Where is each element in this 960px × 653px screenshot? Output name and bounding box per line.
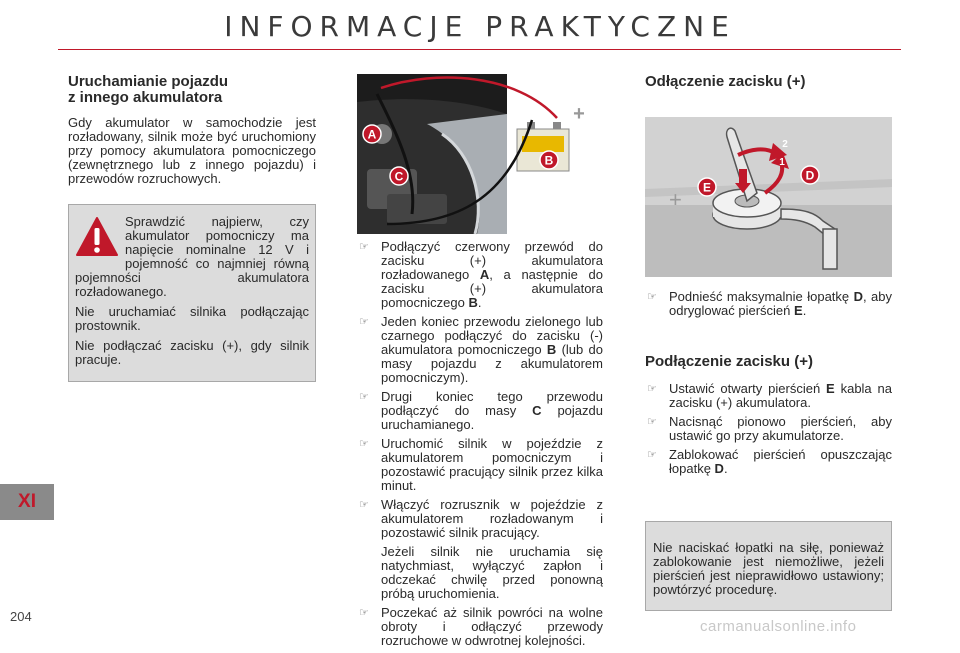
label-a-marker (363, 125, 381, 143)
label-b: B (544, 153, 554, 168)
list-item: ☞ Jeden koniec przewodu zielonego lub czarnego podłączyć do zacisku (-) akumulatora pomocniczego B (lub do masy pojazdu z akumulatorem pomocniczym). (359, 314, 603, 385)
header-divider (58, 49, 901, 50)
pointer-icon: ☞ (359, 391, 369, 403)
label-d-marker (801, 166, 819, 184)
pointer-icon: ☞ (359, 241, 369, 253)
step-number-2: 2 (782, 139, 788, 150)
warning-text-3: Nie podłączać zacisku (+), gdy silnik pracuje. (75, 338, 309, 367)
list-item: ☞ Zablokować pierścień opuszczając łopatkę D. (647, 447, 892, 476)
connect-section (645, 354, 892, 481)
warning-text-1: Sprawdzić najpierw, czy akumulator pomocniczy ma napięcie nominalne 12 V i pojemność co najmniej równą pojemności akumulatora rozładowanego. (75, 214, 309, 299)
list-item: ☞ Podnieść maksymalnie łopatkę D, aby odryglować pierścień E. (647, 289, 892, 318)
section-heading (68, 74, 316, 106)
intro-paragraph: Gdy akumulator w samochodzie jest rozładowany, silnik może być uruchomiony przy pomocy akumulatora pomocniczego (zewnętrznego lub z innego pojazdu) i przewodów rozruchowych. (68, 115, 316, 186)
label-b-marker (540, 151, 558, 169)
pointer-icon: ☞ (647, 416, 657, 428)
list-item: ☞ Poczekać aż silnik powróci na wolne obroty i odłączyć przewody rozruchowe w odwrotnej kolejności. (359, 605, 603, 648)
list-item: ☞ Nacisnąć pionowo pierścień, aby ustawić go przy akumulatorze. (647, 414, 892, 443)
label-a: A (367, 127, 377, 142)
list-item: ☞ Uruchomić silnik w pojeździe z akumulatorem pomocniczym i pozostawić pracujący silnik przez kilka minut. (359, 436, 603, 493)
disconnect-steps (645, 290, 892, 323)
step-number-1: 1 (779, 157, 785, 168)
label-d: D (805, 168, 815, 183)
plus-sign: + (669, 187, 682, 212)
warning-text-2: Nie uruchamiać silnika podłączając prostownik. (75, 304, 309, 333)
chapter-tab: XI (0, 484, 54, 520)
label-c-marker (390, 167, 408, 185)
watermark: carmanualsonline.info (700, 618, 857, 635)
page-number: 204 (10, 609, 32, 624)
pointer-icon: ☞ (359, 316, 369, 328)
warning-box (68, 204, 316, 382)
pointer-icon: ☞ (359, 438, 369, 450)
pointer-icon: ☞ (359, 607, 369, 619)
heading-line-1: Uruchamianie pojazdu (68, 73, 229, 90)
list-item: ☞ Drugi koniec tego przewodu podłączyć do masy C pojazdu uruchamianego. (359, 389, 603, 432)
jump-start-steps (357, 240, 603, 653)
plus-sign: + (573, 103, 585, 125)
section-heading-connect: Podłączenie zacisku (+) (645, 353, 813, 370)
section-heading-disconnect: Odłączenie zacisku (+) (645, 73, 806, 90)
list-item: ☞ Ustawić otwarty pierścień E kabla na zacisku (+) akumulatora. (647, 381, 892, 410)
note-box: Nie naciskać łopatki na siłę, ponieważ zablokowanie jest niemożliwe, jeżeli pierścień jest nieprawidłowo ustawiony; powtórzyć procedurę. (645, 521, 892, 611)
pointer-icon: ☞ (647, 449, 657, 461)
clamp-illustration (645, 117, 892, 277)
list-item: ☞ Podłączyć czerwony przewód do zacisku (+) akumulatora rozładowanego A, a następnie do zacisku (+) akumulatora pomocniczego B. (359, 239, 603, 310)
label-e: E (702, 180, 712, 195)
label-e-marker (698, 178, 716, 196)
heading-line-2: z innego akumulatora (68, 89, 223, 106)
section-jump-start (68, 74, 316, 382)
pointer-icon: ☞ (647, 291, 657, 303)
step-subnote: Jeżeli silnik nie uruchamia się natychmiast, wyłączyć zapłon i odczekać chwilę przed ponowną próbą uruchomienia. (381, 544, 603, 601)
list-item: ☞ Włączyć rozrusznik w pojeździe z akumulatorem rozładowanym i pozostawić silnik pracujący. (359, 497, 603, 540)
section-clamp (645, 74, 892, 100)
pointer-icon: ☞ (359, 499, 369, 511)
page-title: INFORMACJE PRAKTYCZNE (224, 10, 736, 43)
pointer-icon: ☞ (647, 383, 657, 395)
warning-icon (75, 215, 119, 259)
jump-start-photo (357, 74, 603, 234)
label-c: C (394, 169, 404, 184)
